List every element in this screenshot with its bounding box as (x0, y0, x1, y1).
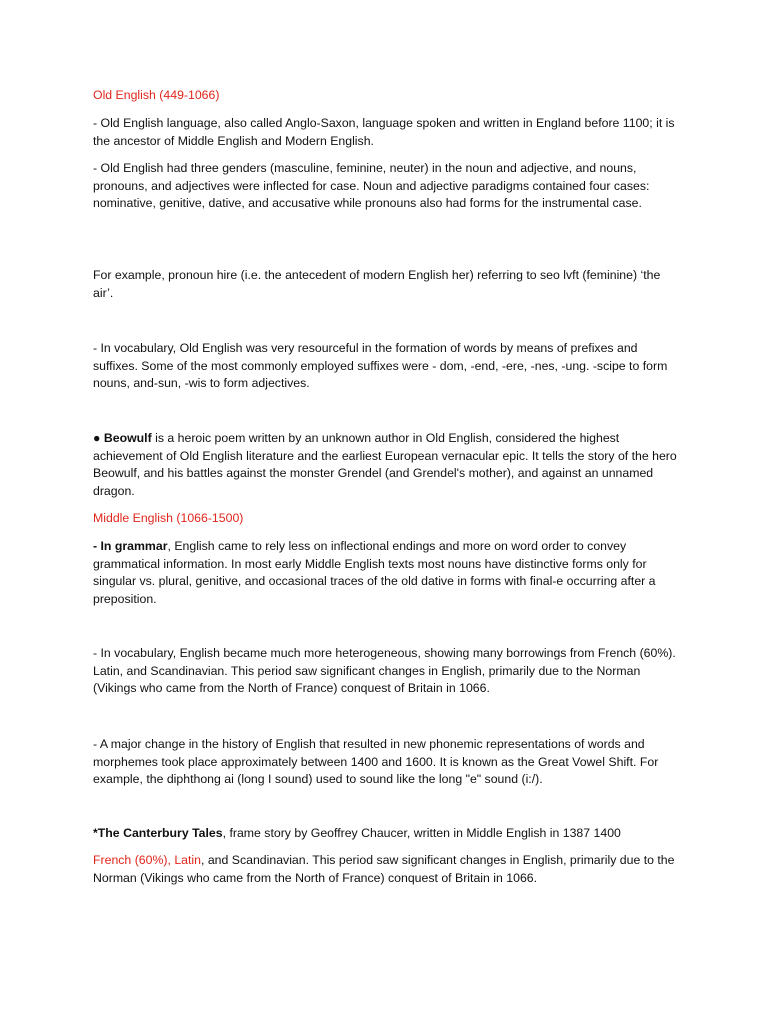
heading-old-english: Old English (449-1066) (93, 88, 220, 102)
final-highlight: French (60%), Latin (93, 853, 201, 867)
paragraph-pronoun-example: For example, pronoun hire (i.e. the antecedent of modern English her) referring to seo lvft (feminine) ‘the air’. (93, 268, 661, 300)
final-text: , and Scandinavian. This period saw significant changes in English, primarily due to the Norman (Vikings who came from the North of France) conquest of Britain in 1066. (93, 853, 675, 885)
beowulf-description: is a heroic poem written by an unknown author in Old English, considered the highest achievement of Old English literature and the earliest European vernacular epic. It tells the story of the hero Beowulf, and his battles against the monster Grendel (and Grendel's mother), and against an unnamed dragon. (93, 431, 677, 498)
canterbury-title: *The Canterbury Tales (93, 826, 223, 840)
heading-middle-english: Middle English (1066-1500) (93, 511, 244, 525)
paragraph-beowulf (93, 430, 683, 500)
paragraph-middle-english-grammar (93, 538, 683, 608)
paragraph-great-vowel-shift: - A major change in the history of English that resulted in new phonemic representations of words and morphemes took place approximately between 1400 and 1600. It is known as the Great Vowel Shift. For example, the diphthong ai (long I sound) used to sound like the long "e" sound (i:/). (93, 737, 659, 787)
paragraph-old-english-vocabulary: - In vocabulary, Old English was very resourceful in the formation of words by means of prefixes and suffixes. Some of the most commonly employed suffixes were - dom, -end, -ere, -nes, -ung. -scipe to form nouns, and-sun, -wis to form adjectives. (93, 341, 668, 391)
paragraph-middle-english-vocabulary: - In vocabulary, English became much more heterogeneous, showing many borrowings from French (60%). Latin, and Scandinavian. This period saw significant changes in English, primarily due to the Norman (Vikings who came from the North of France) conquest of Britain in 1066. (93, 646, 676, 696)
grammar-label: - In grammar (93, 539, 168, 553)
beowulf-title: ● Beowulf (93, 431, 152, 445)
paragraph-final-french-latin (93, 852, 683, 887)
paragraph-old-english-language: - Old English language, also called Anglo-Saxon, language spoken and written in England before 1100; it is the ancestor of Middle English and Modern English. (93, 116, 675, 148)
grammar-text: , English came to rely less on inflectional endings and more on word order to convey grammatical information. In most early Middle English texts most nouns have distinctive forms only for singular vs. plural, genitive, and occasional traces of the old dative in forms with final-e occurring after a preposition. (93, 539, 656, 606)
canterbury-description: , frame story by Geoffrey Chaucer, written in Middle English in 1387 1400 (222, 826, 621, 840)
paragraph-canterbury-tales (93, 825, 683, 843)
paragraph-old-english-genders: - Old English had three genders (masculine, feminine, neuter) in the noun and adjective, and nouns, pronouns, and adjectives were inflected for case. Noun and adjective paradigms contained four cases: nominative, genitive, dative, and accusative while pronouns also had forms for the instrumental case. (93, 161, 650, 211)
